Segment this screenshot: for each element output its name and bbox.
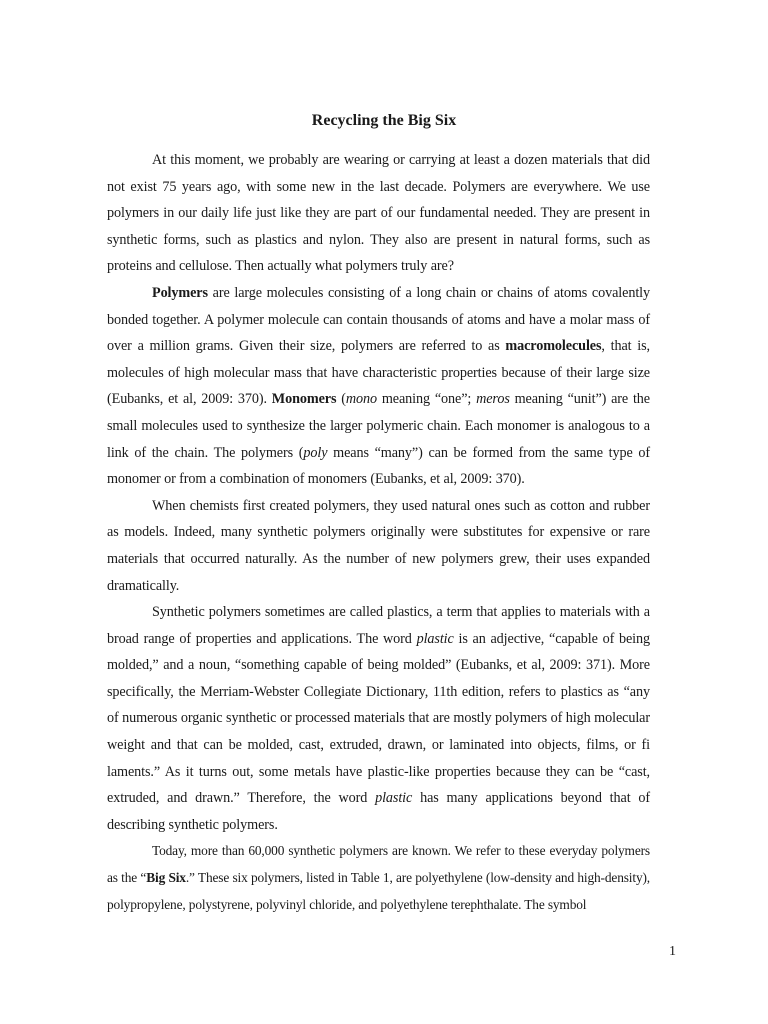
text-run: , that is, molecules of high molecular mass that have characteristic properties because of their large size (Eubanks, et al, 2009: 370). [107,338,650,408]
text-run: meaning “one”; [377,391,477,408]
italic-term: poly [303,444,328,461]
italic-term: plastic [416,630,454,647]
document-title: Recycling the Big Six [311,112,457,129]
italic-term: mono [345,391,378,408]
text-run: Synthetic polymers sometimes are called plastics, a term that applies to materials with a broad range of properties and applications. The word [107,604,650,647]
text-run: has many applications beyond that of describing synthetic polymers. [107,790,650,833]
italic-term: plastic [375,790,413,807]
paragraph-polymers-definition [107,280,650,493]
page-number: 1 [669,944,676,959]
text-run: At this moment, we probably are wearing or carrying at least a dozen materials that did not exist 75 years ago, with some new in the last decade. Polymers are everywhere. We use polymers in our daily life just like they are part of our fundamental needed. They are present in synthetic forms, such as plastics and nylon. They also are present in natural forms, such as proteins and cellulose. Then actually what polymers truly are? [107,152,650,275]
text-run: .” These six polymers, listed in Table 1, are polyethylene (low-density and high-density), polypropylene, polystyrene, polyvinyl chloride, and polyethylene terephthalate. The symbol [107,870,650,912]
paragraph-early-polymers [107,493,650,599]
text-run: ( [336,391,346,408]
text-run: means “many”) can be formed from the same type of monomer or from a combination of monomers (Eubanks, et al, 2009: 370). [107,444,650,488]
text-run: meaning “unit”) are the small molecules used to synthesize the larger polymeric chain. Each monomer is analogous to a link of the chain. The polymers ( [107,391,650,461]
bold-term: Big Six [146,870,186,886]
paragraph-polymers-intro [107,147,650,280]
text-run: When chemists first created polymers, they used natural ones such as cotton and rubber as models. Indeed, many synthetic polymers originally were substitutes for expensive or rare materials that occurred naturally. As the number of new polymers grew, their uses expanded dramatically. [107,497,650,594]
paragraph-plastics [107,599,650,838]
bold-term: macromolecules [505,338,602,355]
document-body [107,147,650,918]
italic-term: meros [476,391,510,408]
bold-term: Monomers [271,391,337,408]
text-run: is an adjective, “capable of being molded,” and a noun, “something capable of being molded” (Eubanks, et al, 2009: 371). More specifically, the Merriam-Webster Collegiate Dictionary, 11th edition, refers to plastics as “any of numerous organic synthetic or processed materials that are mostly polymers of high molecular weight and that can be molded, cast, extruded, drawn, or laminated into objects, films, or fi laments.” As it turns out, some metals have plastic-like properties because they can be “cast, extruded, and drawn.” Therefore, the word [107,630,650,807]
bold-term: Polymers [152,284,208,301]
paragraph-big-six [107,838,650,918]
text-run: Today, more than 60,000 synthetic polymers are known. We refer to these everyday polymers as the “ [107,843,650,886]
text-run: are large molecules consisting of a long chain or chains of atoms covalently bonded together. A polymer molecule can contain thousands of atoms and have a molar mass of over a million grams. Given their size, polymers are referred to as [107,284,650,355]
